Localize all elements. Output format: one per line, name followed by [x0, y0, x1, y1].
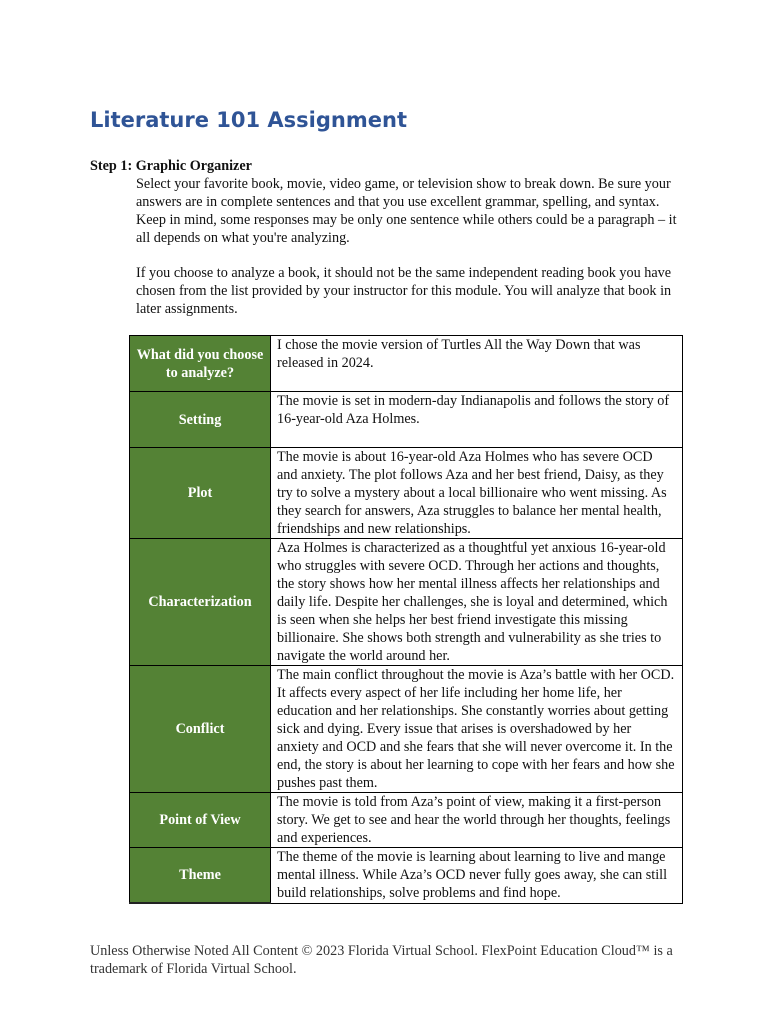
- row-label-setting: Setting: [130, 392, 271, 448]
- row-answer-plot: The movie is about 16-year-old Aza Holmes who has severe OCD and anxiety. The plot follows Aza and her best friend, Daisy, as they try to solve a mystery about a local billionaire who went missing. As they search for answers, Aza struggles to balance her mental health, friendships and new relationships.: [271, 448, 683, 539]
- row-label-theme: Theme: [130, 848, 271, 904]
- row-answer-theme: The theme of the movie is learning about learning to live and mange mental illness. While Aza’s OCD never fully goes away, she can still build relationships, solve problems and find hope.: [271, 848, 683, 904]
- page-title: Literature 101 Assignment: [90, 108, 407, 132]
- table-row: [130, 793, 683, 848]
- table-row: [130, 448, 683, 539]
- row-label-point-of-view: Point of View: [130, 793, 271, 848]
- row-label-plot: Plot: [130, 448, 271, 539]
- table-row: [130, 392, 683, 448]
- row-answer-setting: The movie is set in modern-day Indianapolis and follows the story of 16-year-old Aza Holmes.: [271, 392, 683, 448]
- table-row: [130, 848, 683, 904]
- row-answer-conflict: The main conflict throughout the movie is Aza’s battle with her OCD. It affects every aspect of her life including her home life, her education and her relationships. She constantly worries about getting sick and dying. Every issue that arises is overshadowed by her anxiety and OCD and she fears that she will never overcome it. In the end, the story is about her learning to cope with her fears and how she pushes past them.: [271, 666, 683, 793]
- row-answer-characterization: Aza Holmes is characterized as a thoughtful yet anxious 16-year-old who struggles with severe OCD. Through her actions and thoughts, the story shows how her mental illness affects her relationships and daily life. Despite her challenges, she is loyal and determined, which is seen when she helps her best friend investigate this missing billionaire. She shows both strength and vulnerability as she tries to navigate the world around her.: [271, 539, 683, 666]
- row-label-characterization: Characterization: [130, 539, 271, 666]
- row-answer-point-of-view: The movie is told from Aza’s point of view, making it a first-person story. We get to see and hear the world through her thoughts, feelings and experiences.: [271, 793, 683, 848]
- graphic-organizer-table: [129, 335, 683, 904]
- instructions-paragraph: Select your favorite book, movie, video game, or television show to break down. Be sure your answers are in complete sentences and that you use excellent grammar, spelling, and syntax. Keep in mind, some responses may be only one sentence while others could be a paragraph – it all depends on what you're analyzing.: [136, 176, 677, 246]
- copyright-footer: Unless Otherwise Noted All Content © 2023 Florida Virtual School. FlexPoint Education Cloud™ is a trademark of Florida Virtual School.: [90, 943, 673, 977]
- instructions-paragraph: If you choose to analyze a book, it should not be the same independent reading book you have chosen from the list provided by your instructor for this module. You will analyze that book in later assignments.: [136, 265, 672, 317]
- row-label-conflict: Conflict: [130, 666, 271, 793]
- table-row: [130, 666, 683, 793]
- table-row: [130, 539, 683, 666]
- row-label-what-analyzed: What did you choose to analyze?: [130, 336, 271, 392]
- table-row: [130, 336, 683, 392]
- step-heading: Step 1: Graphic Organizer: [90, 158, 252, 174]
- row-answer-what-analyzed: I chose the movie version of Turtles All the Way Down that was released in 2024.: [271, 336, 683, 392]
